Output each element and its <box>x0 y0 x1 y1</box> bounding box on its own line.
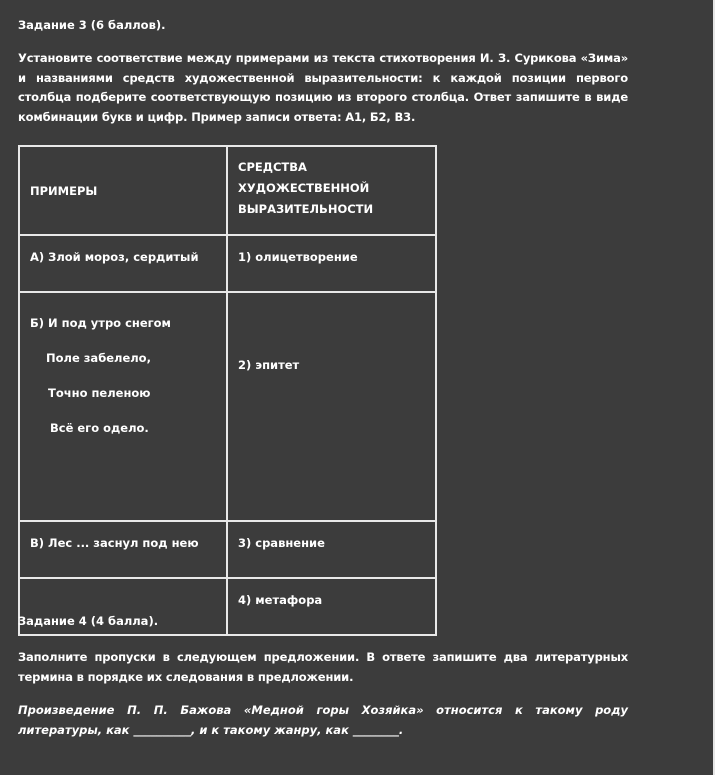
header-devices: СРЕДСТВА ХУДОЖЕСТВЕННОЙ ВЫРАЗИТЕЛЬНОСТИ <box>227 146 436 235</box>
table-row <box>19 292 436 521</box>
task4-section <box>18 614 628 740</box>
task4-heading: Задание 4 (4 балла). <box>18 614 159 628</box>
device-3: 3) сравнение <box>227 521 436 578</box>
poem-line: Поле забелело, <box>46 351 151 365</box>
table-header-row <box>19 146 436 235</box>
header-examples: ПРИМЕРЫ <box>19 146 227 235</box>
poem-line: Точно пеленою <box>48 386 151 400</box>
task3-instruction: Установите соответствие между примерами из текста стихотворения И. З. Сурикова «Зима» и названиями средств художественной выразительности: к каждой позиции первого столбца подберите соответствующую позицию из второго столбца. Ответ запишите в виде комбинации букв и цифр. Пример записи ответа: А1, Б2, В3. <box>18 51 628 124</box>
example-b <box>19 292 227 521</box>
task3-section <box>18 18 628 127</box>
example-v: В) Лес ... заснул под нею <box>19 521 227 578</box>
table-row <box>19 235 436 292</box>
task4-instruction: Заполните пропуски в следующем предложении. В ответе запишите два литературных термина в порядке их следования в предложении. <box>18 650 628 684</box>
task4-sentence: Произведение П. П. Бажова «Медной горы Хозяйка» относится к такому роду литературы, как __________, и к такому жанру, как ________. <box>18 703 628 737</box>
poem-line: Б) И под утро снегом <box>30 316 171 330</box>
task3-heading: Задание 3 (6 баллов). <box>18 18 166 32</box>
example-a: А) Злой мороз, сердитый <box>19 235 227 292</box>
device-2: 2) эпитет <box>227 292 436 521</box>
table-row <box>19 521 436 578</box>
poem-line: Всё его одело. <box>50 421 149 435</box>
matching-table <box>18 145 437 636</box>
device-4: 4) метафора <box>227 578 436 635</box>
device-1: 1) олицетворение <box>227 235 436 292</box>
